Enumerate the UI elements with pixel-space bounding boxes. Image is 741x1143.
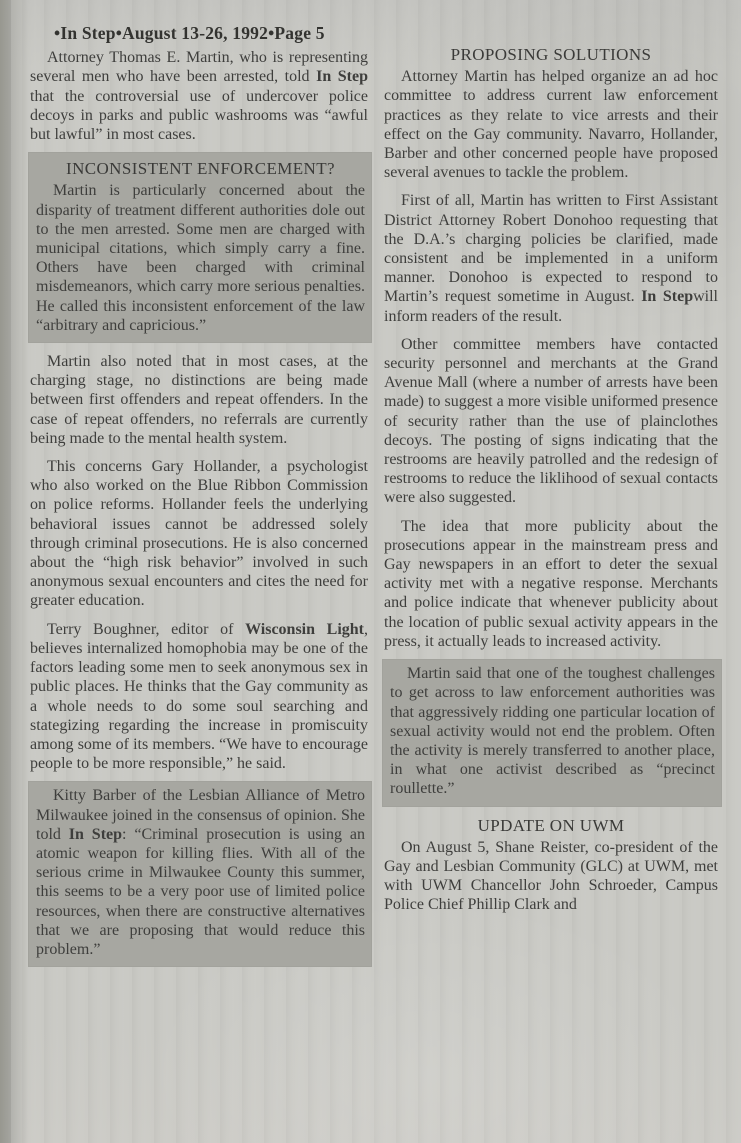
paragraph xyxy=(384,191,718,325)
text-run: First of all, Martin has written to First Assistant District Attorney Robert Donohoo requesting that the D.A.’s charging policies be clarified, made consistent and be implemented in a uniform manner. Donohoo is expected to respond to Martin’s request sometime in August. xyxy=(384,192,718,306)
left-column xyxy=(30,24,368,976)
scan-edge-fade xyxy=(11,0,28,1143)
text-run: will inform readers of the result. xyxy=(384,288,718,325)
text-run: : “Criminal prosecution is using an atomic weapon for killing flies. With all of the serious crime in Milwaukee County this summer, this seems to be a very poor use of limited police resources, when there are constructive alternatives that we are proposing that would reduce this problem.” xyxy=(36,825,365,958)
right-column xyxy=(384,24,718,976)
section-heading: UPDATE ON UWM xyxy=(477,815,625,835)
newspaper-page xyxy=(30,24,718,976)
paragraph xyxy=(30,48,368,144)
text-run: , believes internalized homophobia may be one of the factors leading some men to seek anonymous sex in public places. He thinks that the Gay community as a whole needs to do some soul searching and stategizing regarding the increase in promiscuity among some of its members. “We have to encourage people to be more responsible,” he said. xyxy=(30,620,368,773)
bold-text-run: In Step xyxy=(641,288,694,306)
highlighted-passage xyxy=(29,782,371,966)
paragraph xyxy=(384,67,718,182)
left-column-blocks xyxy=(30,48,368,966)
page-masthead: •In Step•August 13-26, 1992•Page 5 xyxy=(54,23,325,43)
text-run: On August 5, Shane Reister, co-president of the Gay and Lesbian Community (GLC) at UWM, met with UWM Chancellor John Schroeder, Campus Police Chief Phillip Clark and xyxy=(384,838,718,914)
text-run: Martin is particularly concerned about the disparity of treatment different authorities dole out to the men arrested. Some men are charged with municipal citations, which simply carry a fine. Others have been charged with criminal misdemeanors, which carry more serious penalties. He called this inconsistent enforcement of the law “arbitrary and capricious.” xyxy=(36,182,365,334)
paragraph xyxy=(36,181,365,335)
text-run: Attorney Thomas E. Martin, who is representing several men who have been arrested, told xyxy=(30,49,368,86)
highlighted-passage xyxy=(383,660,721,805)
text-run: Martin said that one of the toughest challenges to get across to law enforcement authorities was that aggressively ridding one particular location of sexual activity would not end the problem. Often the activity is merely transferred to another place, in what one activist described as “precinct roullette.” xyxy=(390,665,715,798)
paragraph xyxy=(390,664,715,798)
bold-text-run: In Step xyxy=(316,68,368,86)
text-run: Martin also noted that in most cases, at the charging stage, no distinctions are being made between first offenders and repeat offenders. In the case of repeat offenders, no referrals are currently being made to the mental health system. xyxy=(30,353,368,447)
text-run: Attorney Martin has helped organize an ad hoc committee to address current law enforcement practices as they relate to vice arrests and their effect on the Gay community. Navarro, Hollander, Barber and other concerned people have proposed several avenues to tackle the problem. xyxy=(384,68,718,182)
highlighted-passage xyxy=(29,153,371,342)
bold-text-run: In Step xyxy=(68,825,123,843)
text-run: Kitty Barber of the Lesbian Alliance of Metro Milwaukee joined in the consensus of opinion. She told xyxy=(36,787,365,843)
paragraph xyxy=(30,352,368,448)
paragraph xyxy=(30,457,368,611)
text-run: This concerns Gary Hollander, a psychologist who also worked on the Blue Ribbon Commission on police reforms. Hollander feels the underlying behavioral issues cannot be addressed solely through criminal prosecutions. He is also concerned about the “high risk behavior” involved in such anonymous sexual encounters and cites the need for greater education. xyxy=(30,458,368,610)
paragraph xyxy=(384,335,718,508)
paragraph xyxy=(384,517,718,651)
section-heading: PROPOSING SOLUTIONS xyxy=(450,45,652,64)
text-run: Terry Boughner, editor of xyxy=(47,620,246,638)
right-column-blocks xyxy=(384,45,718,915)
scan-edge-shadow xyxy=(0,0,11,1143)
text-run: that the controversial use of undercover police decoys in parks and public washrooms was “awful but lawful” in most cases. xyxy=(30,87,368,144)
paragraph xyxy=(384,838,718,915)
text-run: Other committee members have contacted security personnel and merchants at the Grand Avenue Mall (where a number of arrests have been made) to suggest a more visible uniformed presence of security rather than the use of plainclothes decoys. The posting of signs indicating that the restrooms are heavily patrolled and the redesign of restrooms to reduce the liklihood of sexual contacts were also suggested. xyxy=(384,335,718,507)
paragraph xyxy=(36,786,365,959)
bold-text-run: Wisconsin Light xyxy=(245,620,364,638)
text-run: The idea that more publicity about the prosecutions appear in the mainstream press and Gay newspapers in an effort to deter the sexual activity met with a negative response. Merchants and police indicate that whenever publicity about the location of public sexual activity appears in the press, it actually leads to increased activity. xyxy=(384,517,718,650)
section-heading: INCONSISTENT ENFORCEMENT? xyxy=(66,159,335,179)
paragraph xyxy=(30,620,368,774)
